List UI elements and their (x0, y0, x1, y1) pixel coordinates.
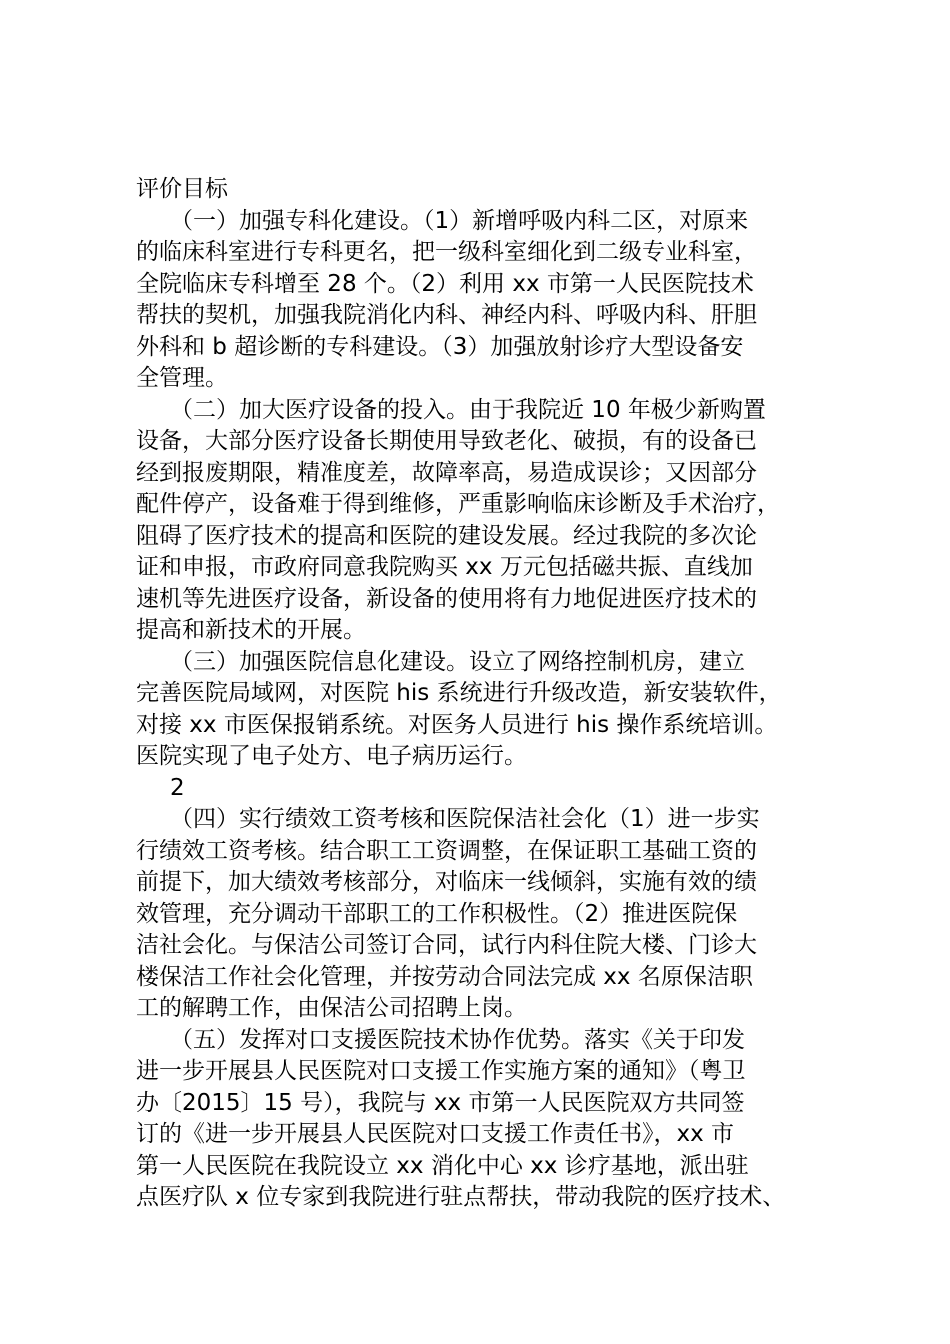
paragraph-line: 第一人民医院在我院设立 xx 消化中心 xx 诊疗基地，派出驻 (136, 1152, 749, 1179)
paragraph-line: （四）实行绩效工资考核和医院保洁社会化（1）进一步实 (170, 806, 760, 832)
paragraph-line: （一）加强专科化建设。（1）新增呼吸内科二区，对原来 (170, 207, 749, 234)
paragraph-line: 证和申报，市政府同意我院购买 xx 万元包括磁共振、直线加 (136, 554, 753, 580)
paragraph-line: （五）发挥对口支援医院技术协作优势。落实《关于印发 (170, 1026, 745, 1053)
paragraph-line: 全院临床专科增至 28 个。（2）利用 xx 市第一人民医院技术 (136, 270, 754, 297)
paragraph-line: 医院实现了电子处方、电子病历运行。 (136, 743, 527, 769)
paragraph-line: 对接 xx 市医保报销系统。对医务人员进行 his 操作系统培训。 (136, 711, 778, 738)
paragraph-line: 前提下，加大绩效考核部分，对临床一线倾斜，实施有效的绩 (136, 869, 757, 895)
paragraph-line: 速机等先进医疗设备，新设备的使用将有力地促进医疗技术的 (136, 585, 757, 612)
paragraph-line: 外科和 b 超诊断的专科建设。（3）加强放射诊疗大型设备安 (136, 333, 744, 360)
paragraph-line: 完善医院局域网，对医院 his 系统进行升级改造，新安装软件， (136, 680, 782, 706)
paragraph-line: 效管理，充分调动干部职工的工作积极性。（2）推进医院保 (136, 900, 738, 927)
page-number: 2 (170, 774, 185, 801)
section-heading: 评价目标 (136, 176, 228, 202)
paragraph-line: 经到报废期限，精准度差，故障率高，易造成误诊；又因部分 (136, 459, 757, 486)
paragraph-line: 阻碍了医疗技术的提高和医院的建设发展。经过我院的多次论 (136, 522, 757, 549)
paragraph-line: 的临床科室进行专科更名，把一级科室细化到二级专业科室， (136, 239, 757, 265)
paragraph-line: 设备，大部分医疗设备长期使用导致老化、破损，有的设备已 (136, 428, 757, 454)
paragraph-line: （二）加大医疗设备的投入。由于我院近 10 年极少新购置 (170, 396, 766, 423)
paragraph-line: 工的解聘工作，由保洁公司招聘上岗。 (136, 995, 527, 1021)
paragraph-line: 楼保洁工作社会化管理，并按劳动合同法完成 xx 名原保洁职 (136, 963, 753, 990)
paragraph-line: 办〔2015〕15 号），我院与 xx 市第一人民医院双方共同签 (136, 1089, 745, 1116)
paragraph-line: （三）加强医院信息化建设。设立了网络控制机房，建立 (170, 648, 745, 675)
paragraph-line: 订的《进一步开展县人民医院对口支援工作责任书》，xx 市 (136, 1121, 735, 1147)
paragraph-line: 洁社会化。与保洁公司签订合同，试行内科住院大楼、门诊大 (136, 932, 757, 958)
paragraph-line: 全管理。 (136, 365, 228, 391)
paragraph-line: 配件停产，设备难于得到维修，严重影响临床诊断及手术治疗， (136, 491, 780, 517)
paragraph-line: 点医疗队 x 位专家到我院进行驻点帮扶，带动我院的医疗技术、 (136, 1184, 786, 1210)
paragraph-line: 帮扶的契机，加强我院消化内科、神经内科、呼吸内科、肝胆 (136, 302, 757, 328)
paragraph-line: 进一步开展县人民医院对口支援工作实施方案的通知》（粤卫 (136, 1058, 746, 1084)
paragraph-line: 行绩效工资考核。结合职工工资调整，在保证职工基础工资的 (136, 837, 757, 864)
document-body (136, 174, 836, 1214)
paragraph-line: 提高和新技术的开展。 (136, 617, 366, 643)
